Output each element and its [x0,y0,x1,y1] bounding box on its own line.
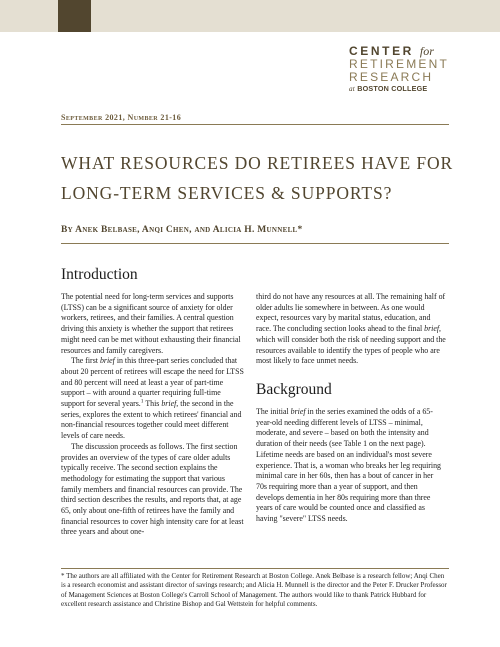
intro-paragraph-2: The first brief in this three-part series concluded that about 20 percent of retirees will escape the need for LTSS and 80 percent will need at least a year of part-time support – with around a quarter requiring full-time support for several years.$^1$ This brief, the second in the series, explores the extent to which retirees' financial and non-financial resources together could meet different levels of care needs. [61,356,244,441]
header-square-notch [58,32,91,62]
crr-logo [349,44,474,94]
divider-byline [61,243,449,244]
author-footnote: * The authors are all affiliated with the Center for Retirement Research at Boston College. Anek Belbase is a research fellow; Anqi Chen is a research economist and assistant director of savings research; and Alicia H. Munnell is the director and the Peter F. Drucker Professor of Management Sciences at Boston College's Carroll School of Management. The authors would like to thank Patrick Hubbard for excellent research assistance and Christine Bishop and Gal Wettstein for helpful comments. [61,572,447,609]
divider-top [61,124,449,125]
footnote-divider [61,568,449,569]
page-title: WHAT RESOURCES DO RETIREES HAVE FOR LONG-TERM SERVICES & SUPPORTS? [61,153,454,203]
footnote-ref-1[interactable]: 1 [140,398,144,405]
background-column [256,407,446,525]
intro-paragraph-3: The discussion proceeds as follows. The first section provides an overview of the types of care older adults typically receive. The second section explains the methodology for estimating the support that various family members and financial resources can provide. The third section describes the results, and reports that, at age 65, only about one-fifth of retirees have the family and financial resources to cover high intensity care for at least three years and about one- [61,441,244,537]
logo-line-center: CENTER for [349,44,434,58]
background-paragraph-1: The initial brief in the series examined the odds of a 65-year-old needing different levels of LTSS – minimal, moderate, and severe – based on both the intensity and duration of their needs (see Table 1 on the next page). Lifetime needs are based on an individual's most severe experience. That is, a woman who breaks her leg requiring minimal care in her 60s, then has a bout of cancer in her 70s requiring more than a year of support, and then develops dementia in her 80s requiring more than three years of care would be counted once and classified as having "severe" LTSS needs. [256,407,441,524]
issue-date: September 2021, Number 21-16 [61,113,182,122]
header-square-dark [58,0,91,32]
intro-paragraph-1: The potential need for long-term services and supports (LTSS) can be a significant source of anxiety for older workers, retirees, and their families. A central question driving this anxiety is whether the support that retirees might need can be met without exhausting their financial resources and family caregivers. [61,292,241,355]
intro-paragraph-3-continued: third do not have any resources at all. The remaining half of older adults lie somewhere in between. As one would expect, resources vary by marital status, education, and race. The concluding section looks ahead to the final brief, which will consider both the risk of needing support and the resources available to identify the types of people who are most likely to face unmet needs. [256,292,446,366]
heading-introduction: Introduction [61,266,138,283]
intro-column-left [61,292,246,538]
author-byline: By Anek Belbase, Anqi Chen, and Alicia H. Munnell* [61,225,303,235]
logo-line-retirement: RETIREMENT [349,57,449,71]
logo-line-research: RESEARCH [349,70,434,84]
logo-line-school: at BOSTON COLLEGE [349,84,428,93]
intro-column-right [256,292,446,367]
heading-background: Background [256,381,332,398]
